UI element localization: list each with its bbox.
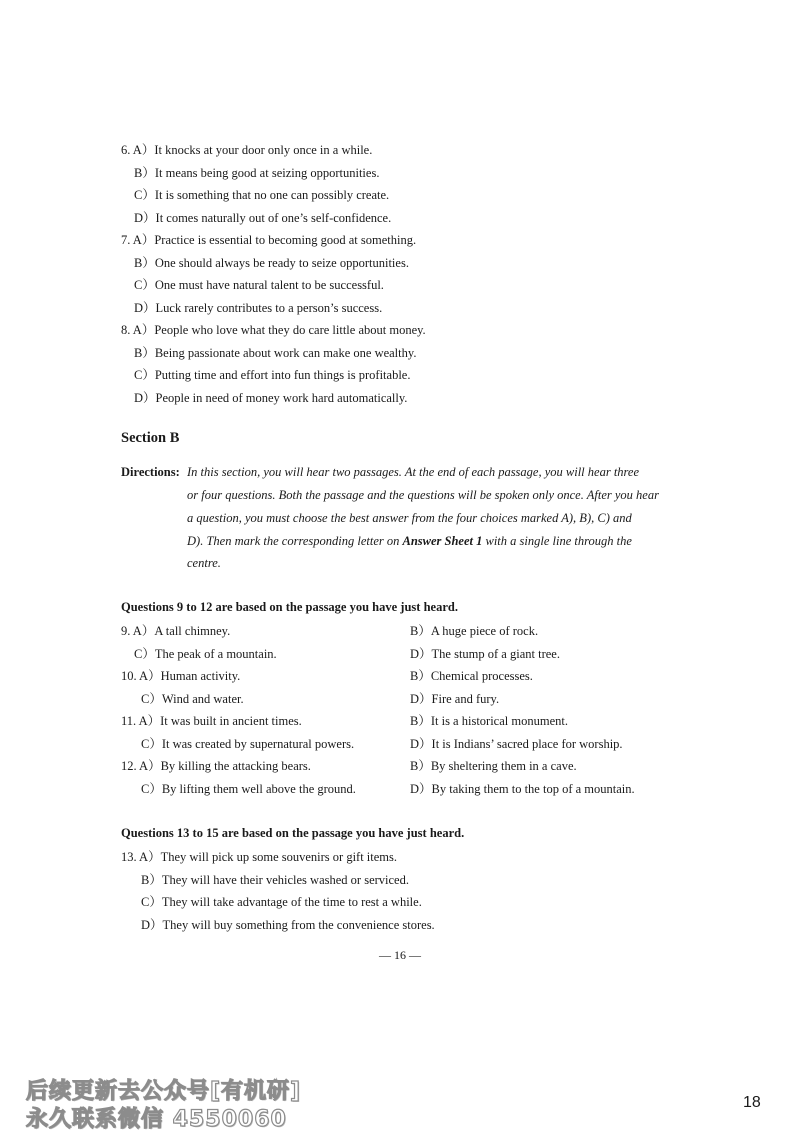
q13-option-b: B）They will have their vehicles washed or serviced.	[141, 873, 409, 887]
q6-option-c: C）It is something that no one can possibly create.	[134, 188, 390, 202]
q9-option-d: D）The stump of a giant tree.	[410, 647, 560, 661]
q6-option-d: D）It comes naturally out of one’s self-confidence.	[134, 211, 392, 225]
q12-option-a: 12. A）By killing the attacking bears.	[121, 759, 311, 773]
q9-option-c: C）The peak of a mountain.	[134, 647, 277, 661]
directions-label: Directions:	[121, 465, 180, 479]
group2-heading: Questions 13 to 15 are based on the passage you have just heard.	[121, 826, 465, 840]
q13-option-c: C）They will take advantage of the time to rest a while.	[141, 895, 422, 909]
q11-option-c: C）It was created by supernatural powers.	[141, 737, 355, 751]
q11-option-b: B）It is a historical monument.	[410, 714, 568, 728]
directions-line-1: In this section, you will hear two passages. At the end of each passage, you will hear three	[187, 465, 640, 479]
q12-option-b: B）By sheltering them in a cave.	[410, 759, 577, 773]
q8-option-a: 8. A）People who love what they do care little about money.	[121, 323, 426, 337]
q8-option-c: C）Putting time and effort into fun things is profitable.	[134, 368, 411, 382]
watermark-line-1: 后续更新去公众号[有机研]	[26, 1079, 302, 1104]
q6-option-a: 6. A）It knocks at your door only once in a while.	[121, 143, 373, 157]
directions-line-4-pre: D). Then mark the corresponding letter on	[187, 534, 403, 548]
answer-sheet-label: Answer Sheet 1	[402, 534, 483, 548]
scan-page-number: 18	[743, 1094, 761, 1111]
q6-option-b: B）It means being good at seizing opportunities.	[134, 166, 380, 180]
q10-option-a: 10. A）Human activity.	[121, 669, 241, 683]
section-b-title: Section B	[121, 430, 180, 446]
q12-option-d: D）By taking them to the top of a mountain.	[410, 782, 635, 796]
watermark-line-2: 永久联系微信 4550060	[26, 1107, 287, 1132]
q9-option-b: B）A huge piece of rock.	[410, 624, 539, 638]
q7-option-b: B）One should always be ready to seize opportunities.	[134, 256, 409, 270]
q7-option-d: D）Luck rarely contributes to a person’s success.	[134, 301, 383, 315]
q8-option-b: B）Being passionate about work can make one wealthy.	[134, 346, 417, 360]
q13-option-a: 13. A）They will pick up some souvenirs or gift items.	[121, 850, 398, 864]
directions-line-5: centre.	[187, 556, 221, 570]
q7-option-c: C）One must have natural talent to be successful.	[134, 278, 384, 292]
q10-option-c: C）Wind and water.	[141, 692, 244, 706]
q8-option-d: D）People in need of money work hard automatically.	[134, 391, 408, 405]
q10-option-d: D）Fire and fury.	[410, 692, 500, 706]
q7-option-a: 7. A）Practice is essential to becoming good at something.	[121, 233, 417, 247]
q10-option-b: B）Chemical processes.	[410, 669, 533, 683]
q12-option-c: C）By lifting them well above the ground.	[141, 782, 356, 796]
directions-line-4-post: with a single line through the	[482, 534, 632, 548]
directions-line-3: a question, you must choose the best answer from the four choices marked A), B), C) and	[187, 511, 632, 525]
q13-option-d: D）They will buy something from the convenience stores.	[141, 918, 435, 932]
directions-line-2: or four questions. Both the passage and the questions will be spoken only once. After you hear	[187, 488, 659, 502]
q11-option-a: 11. A）It was built in ancient times.	[121, 714, 302, 728]
q11-option-d: D）It is Indians’ sacred place for worship.	[410, 737, 623, 751]
group1-heading: Questions 9 to 12 are based on the passage you have just heard.	[121, 600, 458, 614]
page-footer-number: — 16 —	[379, 948, 421, 962]
q9-option-a: 9. A）A tall chimney.	[121, 624, 231, 638]
directions-line-4	[187, 533, 632, 549]
